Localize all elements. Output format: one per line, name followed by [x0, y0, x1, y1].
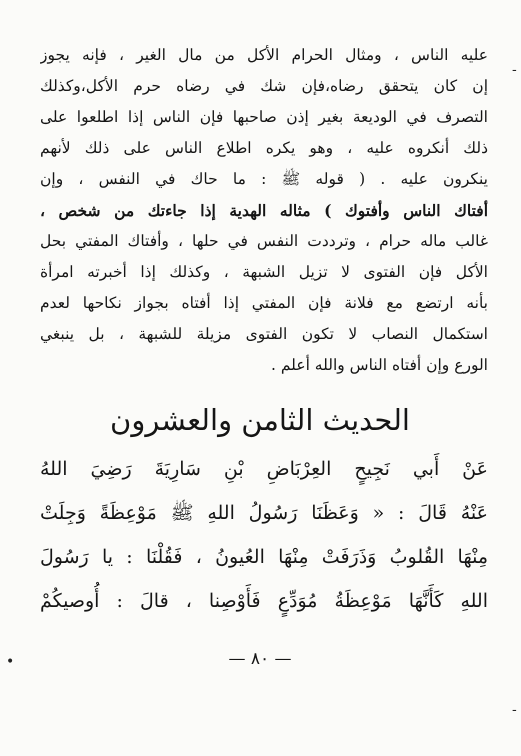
- commentary-line: الأكل فإن الفتوى لا تزيل الشبهة ، وكذلك إذا أخبرته امرأة: [40, 263, 488, 281]
- commentary-line: ذلك أنكروه عليه ، وهو يكره اطلاع الناس على ذلك لأنهم: [40, 139, 488, 157]
- page-number: — ٨٠ —: [228, 649, 292, 669]
- margin-mark: -: [512, 62, 517, 78]
- commentary-line: إن كان يتحقق رضاه،فإن شك في رضاه حرم الأكل،وكذلك: [40, 77, 488, 95]
- commentary-line: الورع وإن أفتاه الناس والله أعلم .: [271, 356, 488, 374]
- commentary-text: [40, 40, 488, 381]
- hadith-title: الحديث الثامن والعشرون: [110, 403, 410, 437]
- hadith-line: مِنْهَا القُلوبُ وَذَرَفَتْ مِنْهَا العُيونُ ، فَقُلْنَا : يا رَسُولَ: [40, 546, 488, 568]
- commentary-line: التصرف في الوديعة بغير إذن صاحبها فإن الناس إذا اطلعوا على: [40, 108, 488, 126]
- commentary-line: ينكرون عليه . ( قوله ﷺ : ما حاك في النفس ، وإن: [40, 170, 488, 188]
- hadith-line: اللهِ كَأَنَّهَا مَوْعِظَةُ مُوَدِّعٍ فَأَوْصِنا ، قالَ : أُوصيكُمْ: [40, 590, 488, 612]
- margin-dot: •: [6, 654, 15, 670]
- hadith-text: [40, 447, 488, 623]
- commentary-line: بأنه ارتضع مع فلانة فإن المفتي إذا أفتاه بجواز نكاحها لعدم: [40, 294, 488, 312]
- commentary-line: عليه الناس ، ومثال الحرام الأكل من مال الغير ، فإنه يجوز: [40, 46, 488, 64]
- hadith-line: عَنْهُ قَالَ : « وَعَظَنَا رَسُولُ اللهِ ﷺ مَوْعِظَةً وَجِلَتْ: [40, 502, 488, 524]
- commentary-line: استكمال النصاب لا تكون الفتوى مزيلة للشبهة ، بل ينبغي: [40, 325, 488, 343]
- margin-mark: -: [512, 702, 517, 718]
- commentary-line: أفتاك الناس وأفتوك ) مثاله الهدية إذا جاءتك من شخص ،: [40, 201, 488, 220]
- hadith-line: عَنْ أَبي نَجِيحٍ العِرْبَاضِ بْنِ سَارِيَةَ رَضِيَ اللهُ: [40, 458, 488, 480]
- commentary-line: غالب ماله حرام ، وترددت النفس في حلها ، وأفتاك المفتي بحل: [40, 232, 488, 250]
